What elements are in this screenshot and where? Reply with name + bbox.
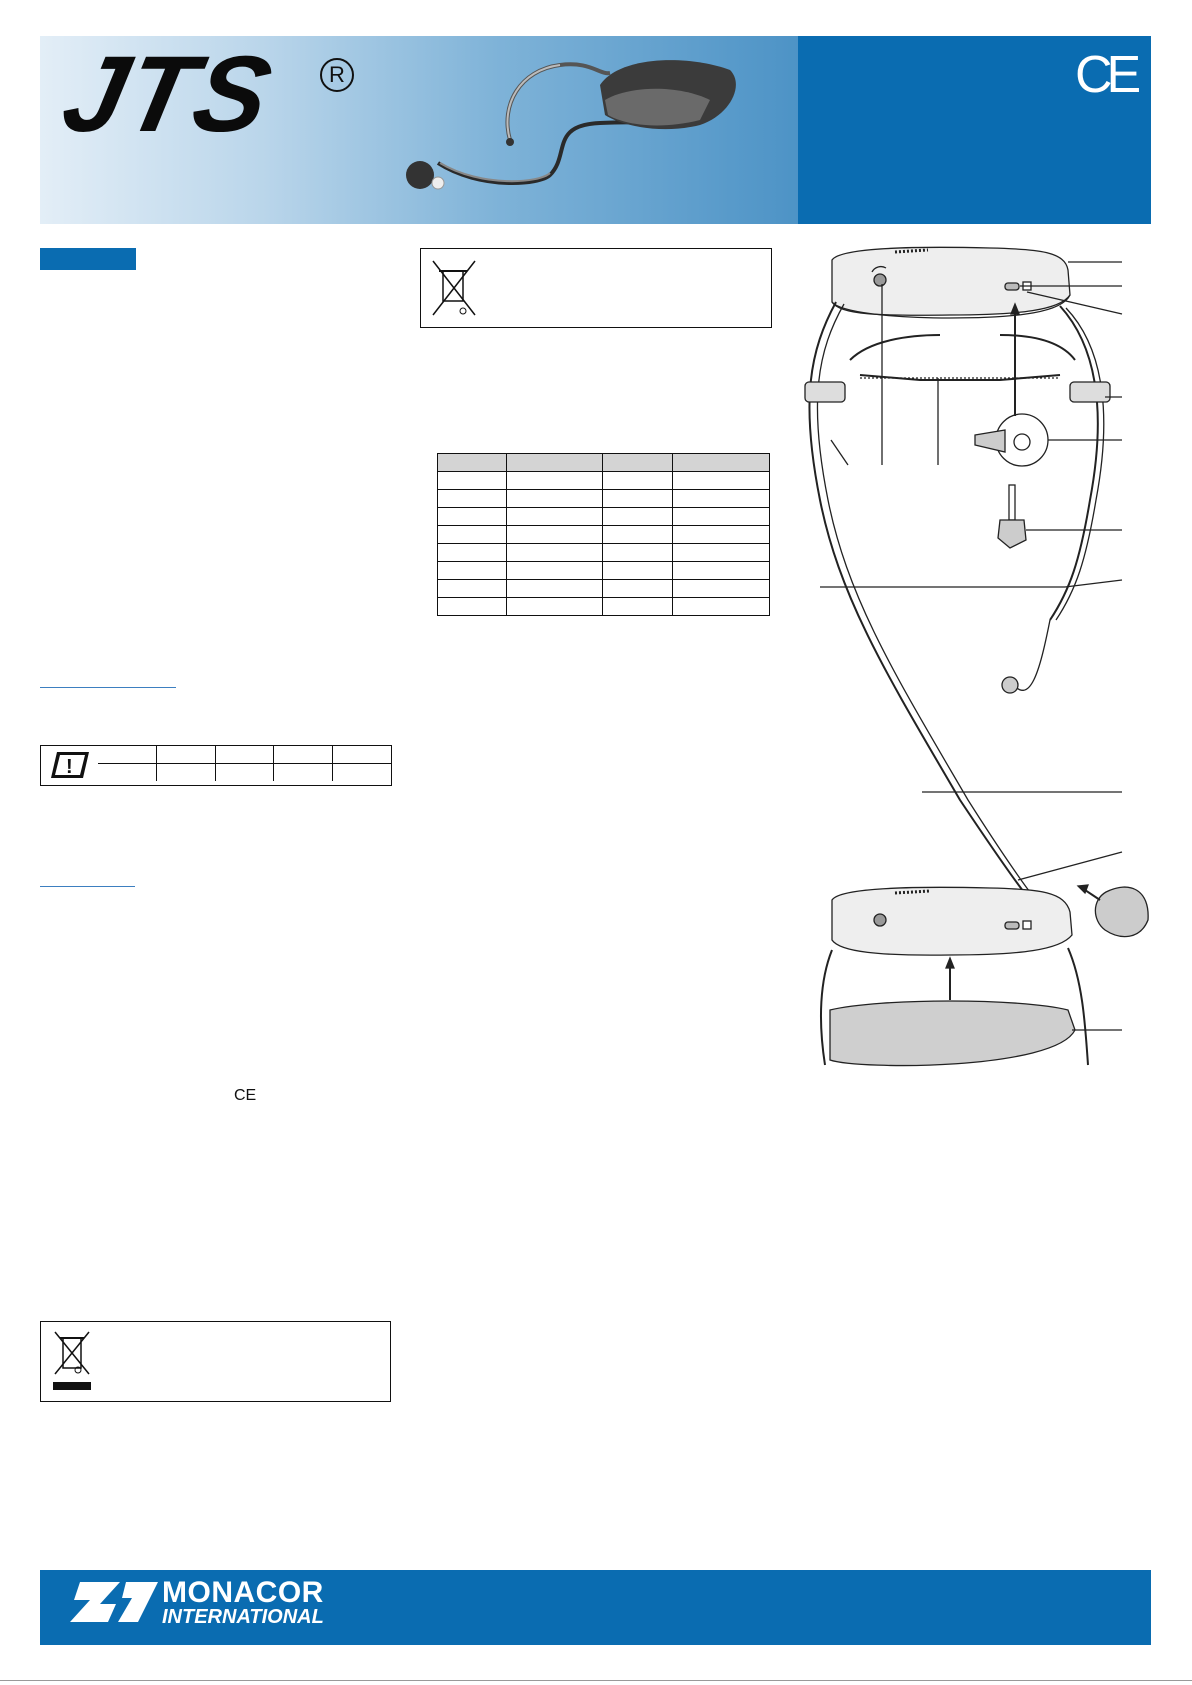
- warning-table-box: [40, 745, 392, 786]
- table-row: [438, 598, 770, 616]
- table-row: [438, 508, 770, 526]
- disposal-notice-box-top: [420, 248, 772, 328]
- crossed-bin-icon: [51, 1330, 93, 1392]
- table-header-row: [438, 454, 770, 472]
- table-row: [438, 526, 770, 544]
- page-bottom-rule: [0, 1680, 1192, 1681]
- headset-diagram: [800, 240, 1192, 1090]
- specification-table: [437, 453, 770, 616]
- table-row: [438, 580, 770, 598]
- company-name: MONACOR: [162, 1576, 324, 1609]
- brand-logo: JTS: [53, 33, 284, 154]
- monacor-logo-icon: [70, 1580, 160, 1624]
- manual-warning-icon: [49, 750, 93, 781]
- svg-text:!: !: [66, 756, 73, 778]
- language-tab: [40, 248, 136, 270]
- table-row: [438, 490, 770, 508]
- ce-mark: CE: [1075, 46, 1136, 104]
- headset-product-image: [400, 45, 760, 205]
- warning-table: [98, 746, 391, 781]
- crossed-bin-icon: [429, 257, 479, 319]
- table-row: [438, 472, 770, 490]
- table-row: [438, 562, 770, 580]
- section-rule: [40, 687, 176, 688]
- company-subname: INTERNATIONAL: [162, 1606, 324, 1628]
- section-rule: [40, 886, 135, 887]
- small-ce-mark: CE: [234, 1087, 257, 1104]
- registered-mark: R: [320, 58, 354, 92]
- table-row: [438, 544, 770, 562]
- disposal-notice-box: [40, 1321, 391, 1402]
